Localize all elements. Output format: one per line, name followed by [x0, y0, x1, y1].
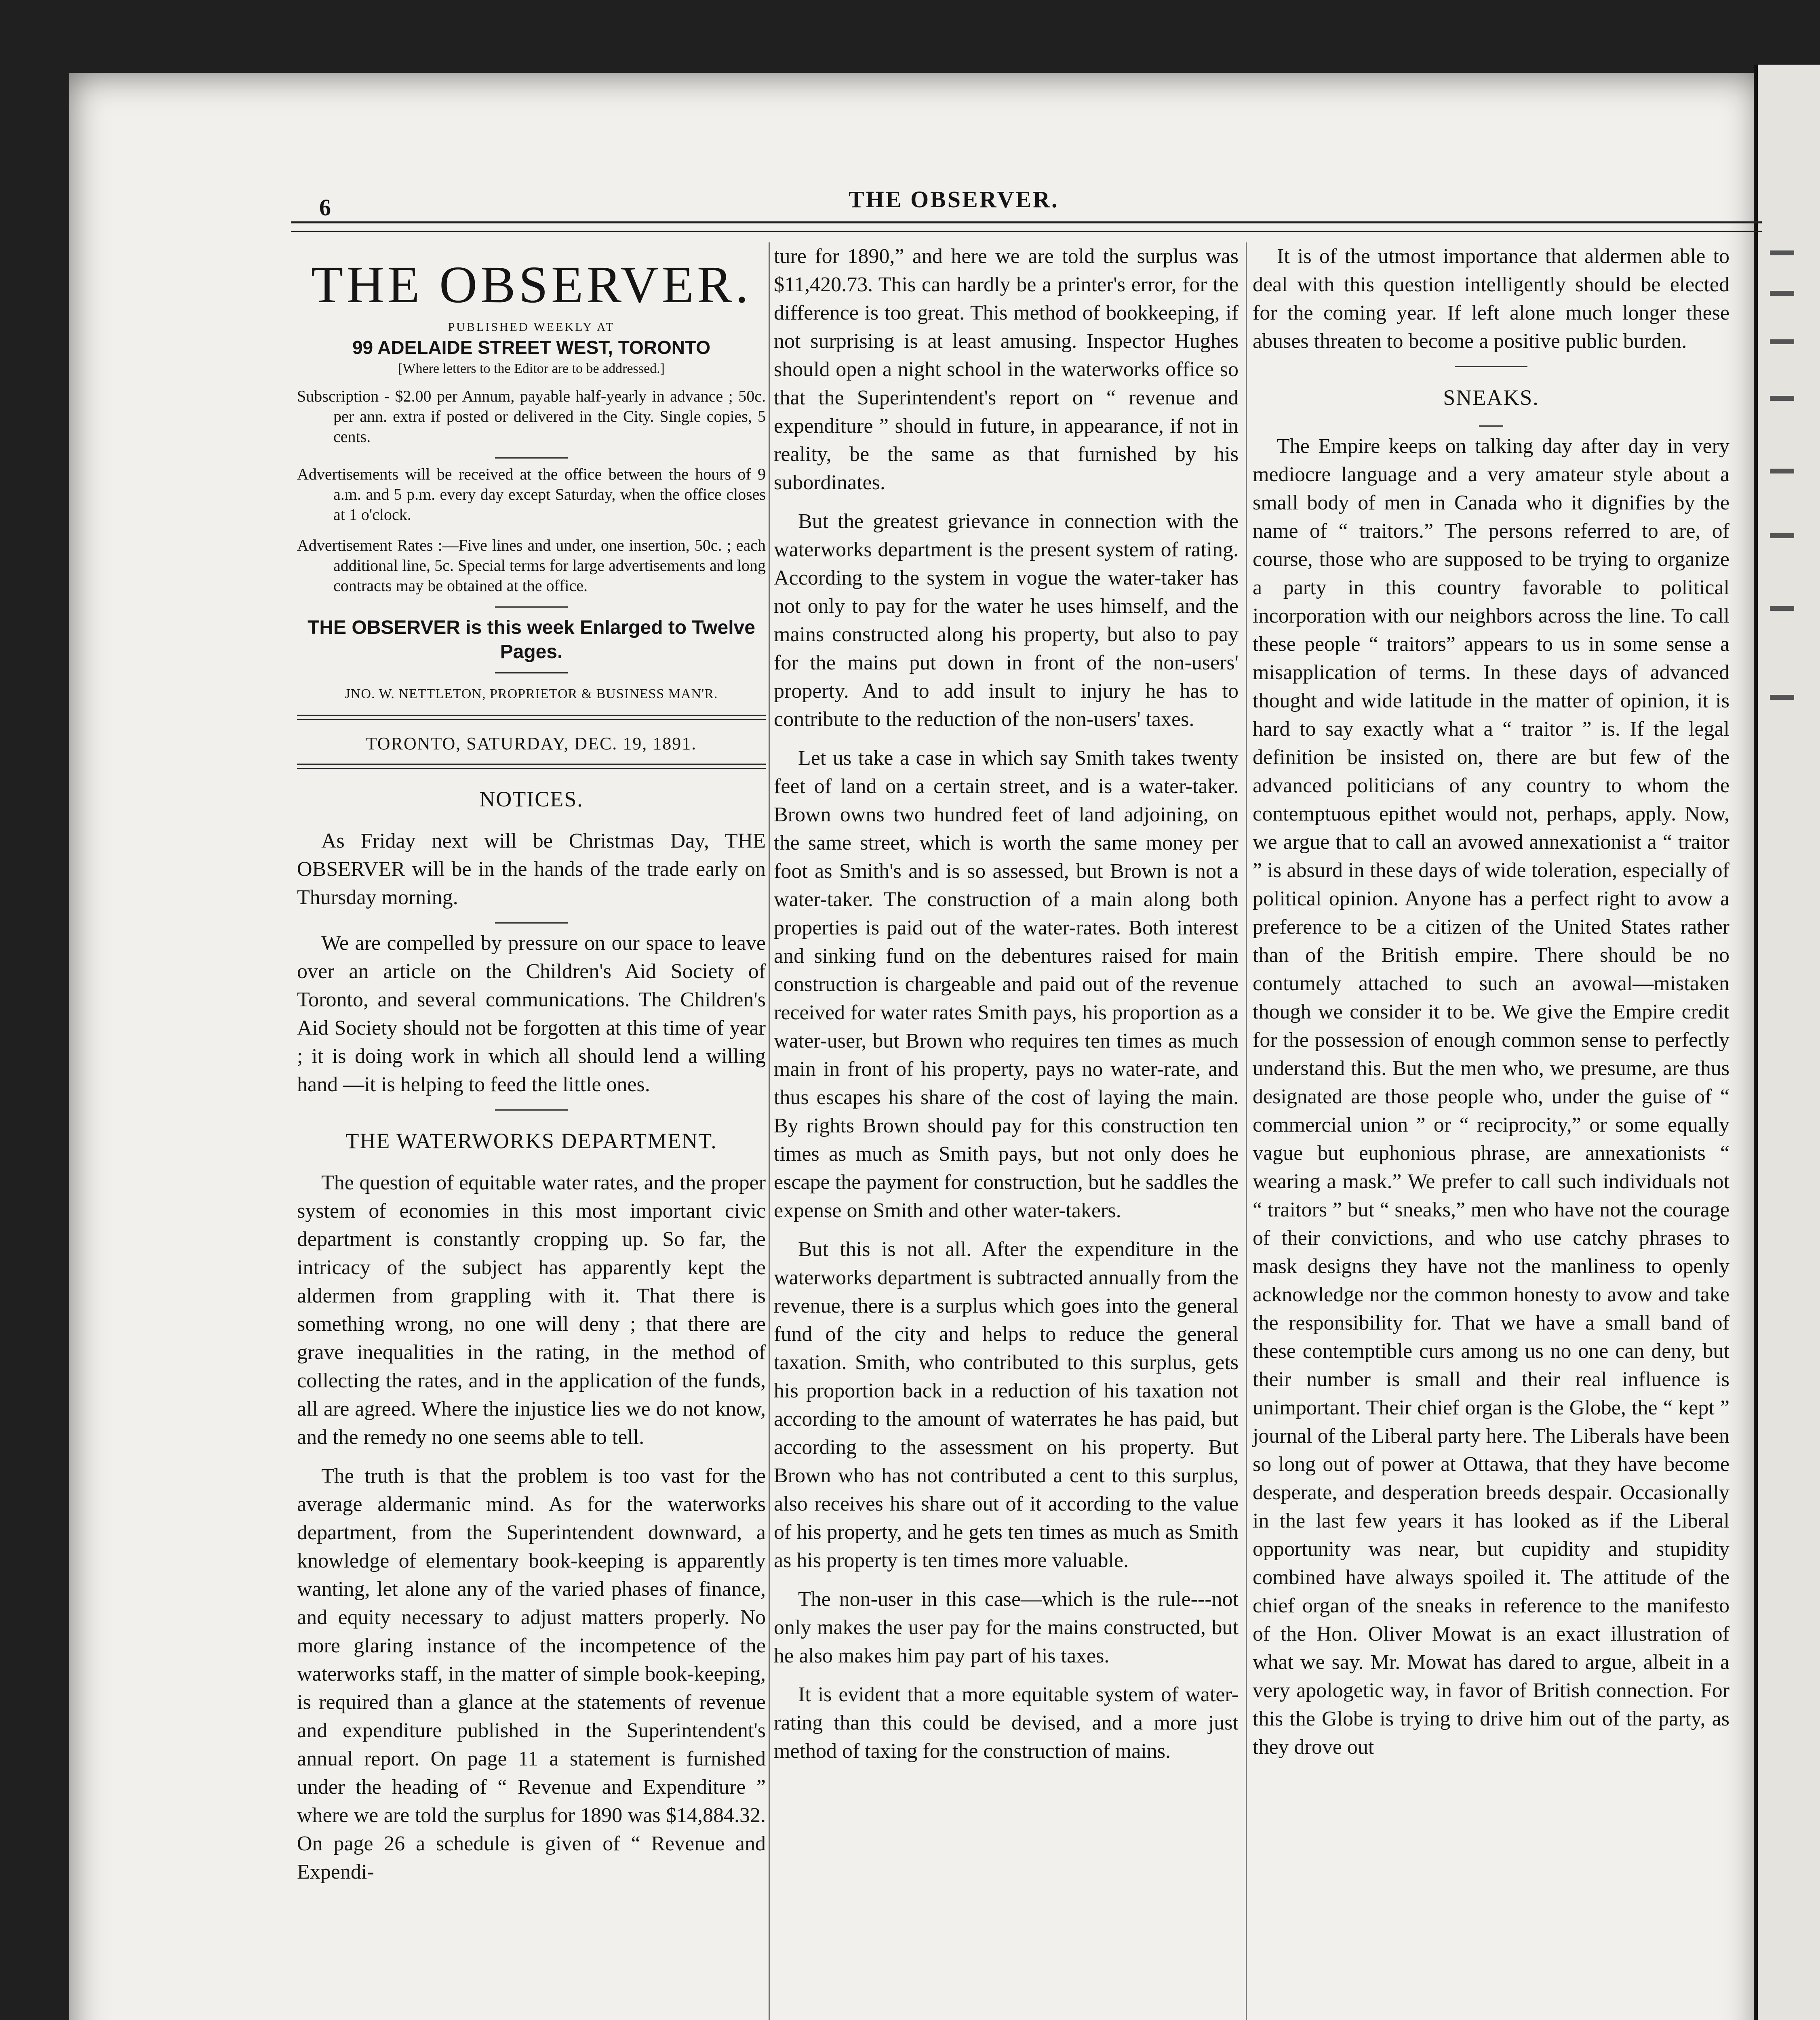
- divider: [495, 606, 568, 608]
- sneaks-heading: SNEAKS.: [1443, 385, 1539, 410]
- divider: [495, 672, 568, 673]
- facing-page-text-fragment: [1770, 469, 1794, 473]
- waterworks-heading: THE WATERWORKS DEPARTMENT.: [345, 1129, 717, 1153]
- facing-page-text-fragment: [1770, 606, 1794, 611]
- masthead-address: 99 ADELAIDE STREET WEST, TORONTO: [352, 337, 711, 358]
- facing-page-text-fragment: [1770, 291, 1794, 296]
- advertisement-rates: Advertisement Rates :—Five lines and under, one insertion, 50c. ; each additional line, 5c. Special terms for large advertisements and long contracts may be obtained at the office.: [297, 536, 766, 595]
- column-1: [297, 242, 766, 1897]
- enlarged-notice: THE OBSERVER is this week Enlarged to Twelve Pages.: [308, 617, 755, 663]
- divider: [297, 764, 766, 769]
- column-2: [774, 242, 1239, 1776]
- header-rule: [291, 221, 1762, 232]
- masthead-title: THE OBSERVER.: [311, 256, 752, 314]
- article-paragraph: The truth is that the problem is too vast for the average aldermanic mind. As for the waterworks department, from the Superintendent downward, a knowledge of elementary book-keeping is apparently wanting, let alone any of the varied phases of finance, and equity necessary to adjust matters properly. No more glaring instance of the incompetence of the waterworks staff, in the matter of simple book-keeping, is required than a glance at the statements of revenue and expenditure published in the Superintendent's annual report. On page 11 a statement is furnished under the heading of “ Revenue and Expenditure ” where we are told the surplus for 1890 was $14,884.32. On page 26 a schedule is given of “ Revenue and Expendi-: [297, 1464, 766, 1883]
- notices-heading: NOTICES.: [479, 787, 583, 811]
- facing-page-edge: [1754, 65, 1820, 2020]
- dateline: TORONTO, SATURDAY, DEC. 19, 1891.: [366, 734, 697, 753]
- article-paragraph: The Empire keeps on talking day after day in very mediocre language and a very amateur style about a small body of men in Canada who it dignifies by the name of “ traitors.” The persons referred to are, of course, those who are supposed to be trying to organize a party in this country favorable to political incorporation with our neighbors across the line. To call these people “ traitors” appears to us in some sense a misapplication of terms. In these days of advanced thought and wide latitude in the matter of opinion, it is hard to say exactly what a “ traitor ” is. If the legal definition be insisted on, there are but few of the advanced politicians of any country to whom the contemptuous epithet would not, perhaps, apply. Now, we argue that to call an avowed annexationist a “ traitor ” is absurd in these days of wide toleration, especially of political opinion. Anyone has a perfect right to avow a preference to be a citizen of the United States rather than of the British empire. There should be no contumely attached to such an avowal—mistaken though we consider it to be. We give the Empire credit for the possession of enough common sense to perfectly understand this. But the men who, we presume, are thus designated are those people who, under the guise of “ commercial union ” or “ reciprocity,” or some equally vague but euphonious phrase, are annexationists “ wearing a mask.” We prefer to call such individuals not “ traitors ” but “ sneaks,” men who have not the courage of their convictions, and who use catchy phrases to mask designs they have not the manliness to openly acknowledge nor the common honesty to avow and take the responsibility for. That we have a small band of these contemptible curs among us no one can deny, but their number is small and their real influence is unimportant. Their chief organ is the Globe, the “ kept ” journal of the Liberal party here. The Liberals have been so long out of power at Ottawa, that they have become desperate, and desperation breeds despair. Occasionally in the last few years it has looked as if the Liberal opportunity was near, but cupidity and stupidity combined have always spoiled it. The attitude of the chief organ of the sneaks in reference to the manifesto of the Hon. Oliver Mowat is an exact illustration of what we say. Mr. Mowat has dared to argue, albeit in a very apologetic way, in favor of British connection. For this the Globe is trying to drive him out of the party, as they drove out: [1253, 435, 1729, 1759]
- article-paragraph: It is evident that a more equitable system of water-rating than this could be devised, and a more just method of taxing for the construction of mains.: [774, 1683, 1239, 1763]
- facing-page-text-fragment: [1770, 695, 1794, 700]
- divider: [1479, 425, 1503, 427]
- article-paragraph: ture for 1890,” and here we are told the surplus was $11,420.73. This can hardly be a printer's error, for the difference is too great. This method of bookkeeping, if not surprising is at least amusing. Inspector Hughes should open a night school in the waterworks office so that the Superintendent's report on “ revenue and expenditure ” should in future, in appearance, if not in reality, be the same as that furnished by his subordinates.: [774, 245, 1239, 494]
- article-paragraph: The non-user in this case—which is the rule---not only makes the user pay for the mains constructed, but he also makes him pay part of his taxes.: [774, 1588, 1239, 1667]
- masthead-address-note: [Where letters to the Editor are to be addressed.]: [398, 361, 665, 376]
- facing-page-text-fragment: [1770, 396, 1794, 401]
- article-paragraph: It is of the utmost importance that aldermen able to deal with this question intelligently should be elected for the coming year. If left alone much longer these abuses threaten to become a positive public burden.: [1253, 245, 1729, 353]
- divider: [1455, 366, 1527, 367]
- article-paragraph: But the greatest grievance in connection with the waterworks department is the present system of rating. According to the system in vogue the water-taker has not only to pay for the water he uses himself, and the mains constructed along his property, but also to pay for the mains put down in front of the non-users' property. And to add insult to injury he has to contribute to the reduction of the non-users' taxes.: [774, 510, 1239, 731]
- divider: [495, 922, 568, 924]
- masthead-published: PUBLISHED WEEKLY AT: [448, 320, 615, 334]
- facing-page-text-fragment: [1770, 250, 1794, 255]
- notice-paragraph: We are compelled by pressure on our space to leave over an article on the Children's Aid Society of Toronto, and several communications. The Children's Aid Society should not be forgotten at this time of year ; it is doing work in which all should lend a willing hand —it is helping to feed the little ones.: [297, 932, 766, 1096]
- page-number: 6: [319, 194, 331, 221]
- divider: [297, 715, 766, 720]
- proprietor-line: JNO. W. NETTLETON, PROPRIETOR & BUSINESS MAN'R.: [345, 686, 718, 701]
- advertisement-hours: Advertisements will be received at the office between the hours of 9 a.m. and 5 p.m. every day except Saturday, when the office closes at 1 o'clock.: [297, 465, 766, 524]
- column-3: [1253, 242, 1729, 1772]
- article-paragraph: But this is not all. After the expenditure in the waterworks department is subtracted annually from the revenue, there is a surplus which goes into the general fund of the city and helps to reduce the general taxation. Smith, who contributed to this surplus, gets his proportion back in a reduction of his taxation not according to the amount of waterrates he has paid, but according to the assessment on his property. But Brown who has not contributed a cent to this surplus, also receives his share out of it according to the value of his property, and he gets ten times as much as Smith as his property is ten times more valuable.: [774, 1238, 1239, 1572]
- column-divider: [1246, 242, 1247, 2020]
- page-header: [291, 178, 1762, 226]
- divider: [495, 457, 568, 459]
- subscription-terms: Subscription - $2.00 per Annum, payable half-yearly in advance ; 50c. per ann. extra if posted or delivered in the City. Single copies, 5 cents.: [297, 387, 766, 446]
- facing-page-text-fragment: [1770, 533, 1794, 538]
- notice-paragraph: As Friday next will be Christmas Day, THE OBSERVER will be in the hands of the trade early on Thursday morning.: [297, 829, 766, 909]
- article-paragraph: The question of equitable water rates, and the proper system of economies in this most important civic department is constantly cropping up. So far, the intricacy of the subject has apparently kept the aldermen from grappling with it. That there is something wrong, no one will deny ; that there are grave inequalities in the rating, in the method of collecting the rates, and in the application of the funds, all are agreed. Where the injustice lies we do not know, and the remedy no one seems able to tell.: [297, 1171, 766, 1449]
- divider: [495, 1109, 568, 1111]
- running-head: THE OBSERVER.: [849, 186, 1059, 213]
- facing-page-text-fragment: [1770, 339, 1794, 344]
- column-divider: [769, 242, 770, 2020]
- article-paragraph: Let us take a case in which say Smith takes twenty feet of land on a certain street, and is a water-taker. Brown owns two hundred feet of land adjoining, on the same street, which is worth the same money per foot as Smith's and is so assessed, but Brown is not a water-taker. The construction of a main along both properties is paid out of the water-rates. Both interest and sinking fund on the debentures raised for main construction is chargeable and paid out of the revenue received for water rates Smith pays, his proportion as a water-user, but Brown who requires ten times as much main in front of his property, pays no water-rate, and thus escapes his share of the cost of laying the main. By rights Brown should pay for this construction ten times as much as Smith pays, but not only does he escape the payment for construction, but he saddles the expense on Smith and other water-takers.: [774, 747, 1239, 1222]
